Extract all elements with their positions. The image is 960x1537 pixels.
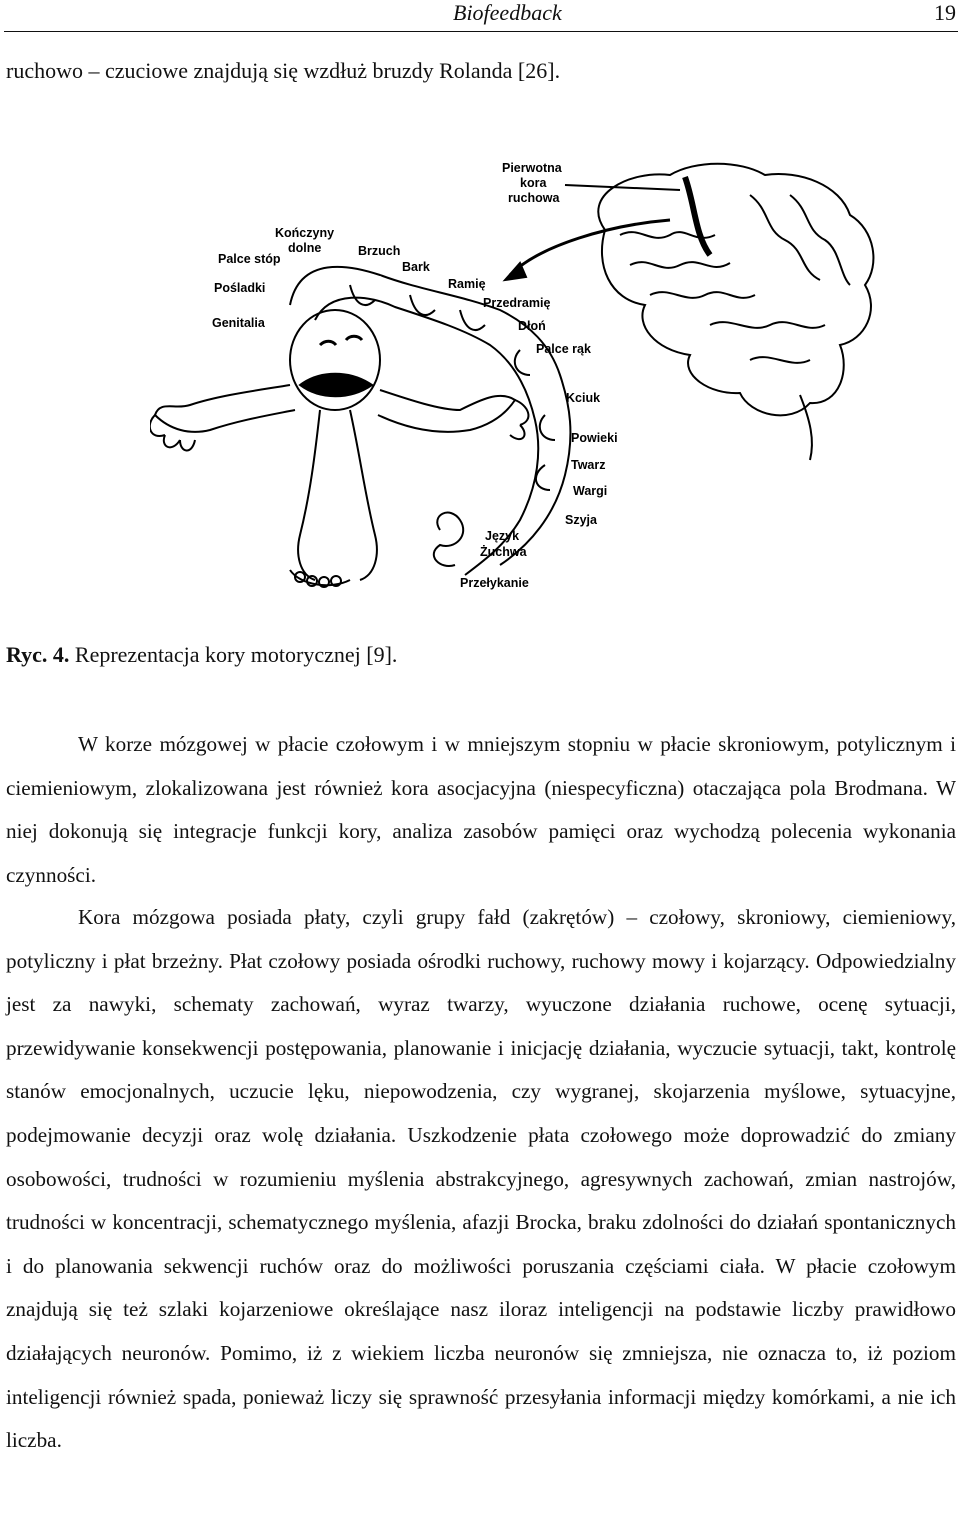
caption-text: Reprezentacja kory motorycznej [9]. xyxy=(69,642,398,667)
label-primary-motor-1: Pierwotna xyxy=(502,161,562,175)
homunculus-lips xyxy=(300,374,372,397)
label-buttocks: Pośladki xyxy=(214,281,266,295)
header-rule xyxy=(4,31,958,32)
intro-line: ruchowo – czuciowe znajdują się wzdłuż bruzdy Rolanda [26]. xyxy=(6,58,561,83)
header-title: Biofeedback xyxy=(453,0,562,25)
homunculus-eye xyxy=(320,341,336,345)
label-forearm: Przedramię xyxy=(483,296,551,310)
label-primary-motor-2: kora xyxy=(520,176,547,190)
motor-homunculus-figure xyxy=(150,135,960,625)
primary-motor-strip xyxy=(685,177,710,255)
homunculus-left-hand xyxy=(150,415,195,451)
label-pointer xyxy=(565,185,680,190)
label-toes: Palce stóp xyxy=(218,252,281,266)
paragraph-1: W korze mózgowej w płacie czołowym i w mniejszym stopniu w płacie skroniowym, potylicznym i ciemieniowym, zlokalizowana jest również kora asocjacyjna (niespecyficzna) otaczająca pola Brodmana. W niej dokonują się integracje funkcji kory, analiza zasobów pamięci oraz wychodzą polecenia wykonania czynności. xyxy=(6,732,956,887)
label-hand: Dłoń xyxy=(518,319,546,333)
arrow-curve xyxy=(510,220,670,275)
homunculus-diagram xyxy=(150,135,960,625)
label-jaw: Żuchwa xyxy=(480,545,527,559)
label-lips: Wargi xyxy=(573,484,608,498)
caption-label: Ryc. 4. xyxy=(6,642,70,667)
paragraph-2: Kora mózgowa posiada płaty, czyli grupy fałd (zakrętów) – czołowy, skroniowy, ciemieniowy, potyliczny i płat brzeżny. Płat czołowy posiada ośrodki ruchowy, ruchowy mowy i kojarzący. Odpowiedzialny jest za nawyki, schematy zachowań, wyraz twarzy, wyuczone działania ruchowe, ocenę sytuacji, przewidywanie konsekwencji postępowania, planowanie i inicjację działania, wyczucie sytuacji, takt, kontrolę stanów emocjonalnych, uczucie lęku, niepowodzenia, czy wygranej, skojarzenia myślowe, sytuacyjne, podejmowanie decyzji oraz wolę działania. Uszkodzenie płata czołowego może doprowadzić do zmiany osobowości, trudności w rozumieniu myślenia abstrakcyjnego, agresywnych zachowań, zmian nastrojów, trudności w koncentracji, schematycznego myślenia, afazji Brocka, braku zdolności do działań spontanicznych i do planowania sekwencji ruchów oraz do możliwości poruszania częściami ciała. W płacie czołowym znajdują się też szlaki kojarzeniowe określające nasz iloraz inteligencji na podstawie liczby prawidłowo działających neuronów. Pomimo, iż z wiekiem liczba neuronów się zmniejsza, nie oznacza to, iż poziom inteligencji również spada, ponieważ liczy się sprawność przesyłania informacji między komórkami, a nie ich liczba. xyxy=(6,905,956,1453)
label-tongue: Język xyxy=(485,529,520,543)
brain-outline xyxy=(598,164,873,416)
homunculus-right-arm xyxy=(378,390,515,432)
brainstem xyxy=(800,395,812,460)
label-neck: Szyja xyxy=(565,513,597,527)
label-eyelids: Powieki xyxy=(571,431,618,445)
homunculus-left-arm xyxy=(155,385,295,432)
label-fingers: Palce rąk xyxy=(536,342,591,356)
label-genitals: Genitalia xyxy=(212,316,265,330)
homunculus-right-hand xyxy=(510,400,528,439)
homunculus-eye-2 xyxy=(346,336,362,340)
homunculus-body xyxy=(298,410,377,580)
label-swallowing: Przełykanie xyxy=(460,576,529,590)
label-thumb: Kciuk xyxy=(566,391,601,405)
page-number: 19 xyxy=(934,0,956,25)
label-arm: Ramię xyxy=(448,277,486,291)
label-limbs-2: dolne xyxy=(288,241,322,255)
label-primary-motor-3: ruchowa xyxy=(508,191,560,205)
figure-caption xyxy=(6,642,397,668)
homunculus-tongue-jaw xyxy=(434,513,463,566)
label-shoulder: Bark xyxy=(402,260,430,274)
label-limbs-1: Kończyny xyxy=(275,226,335,240)
label-face: Twarz xyxy=(571,458,606,472)
label-abdomen: Brzuch xyxy=(358,244,401,258)
